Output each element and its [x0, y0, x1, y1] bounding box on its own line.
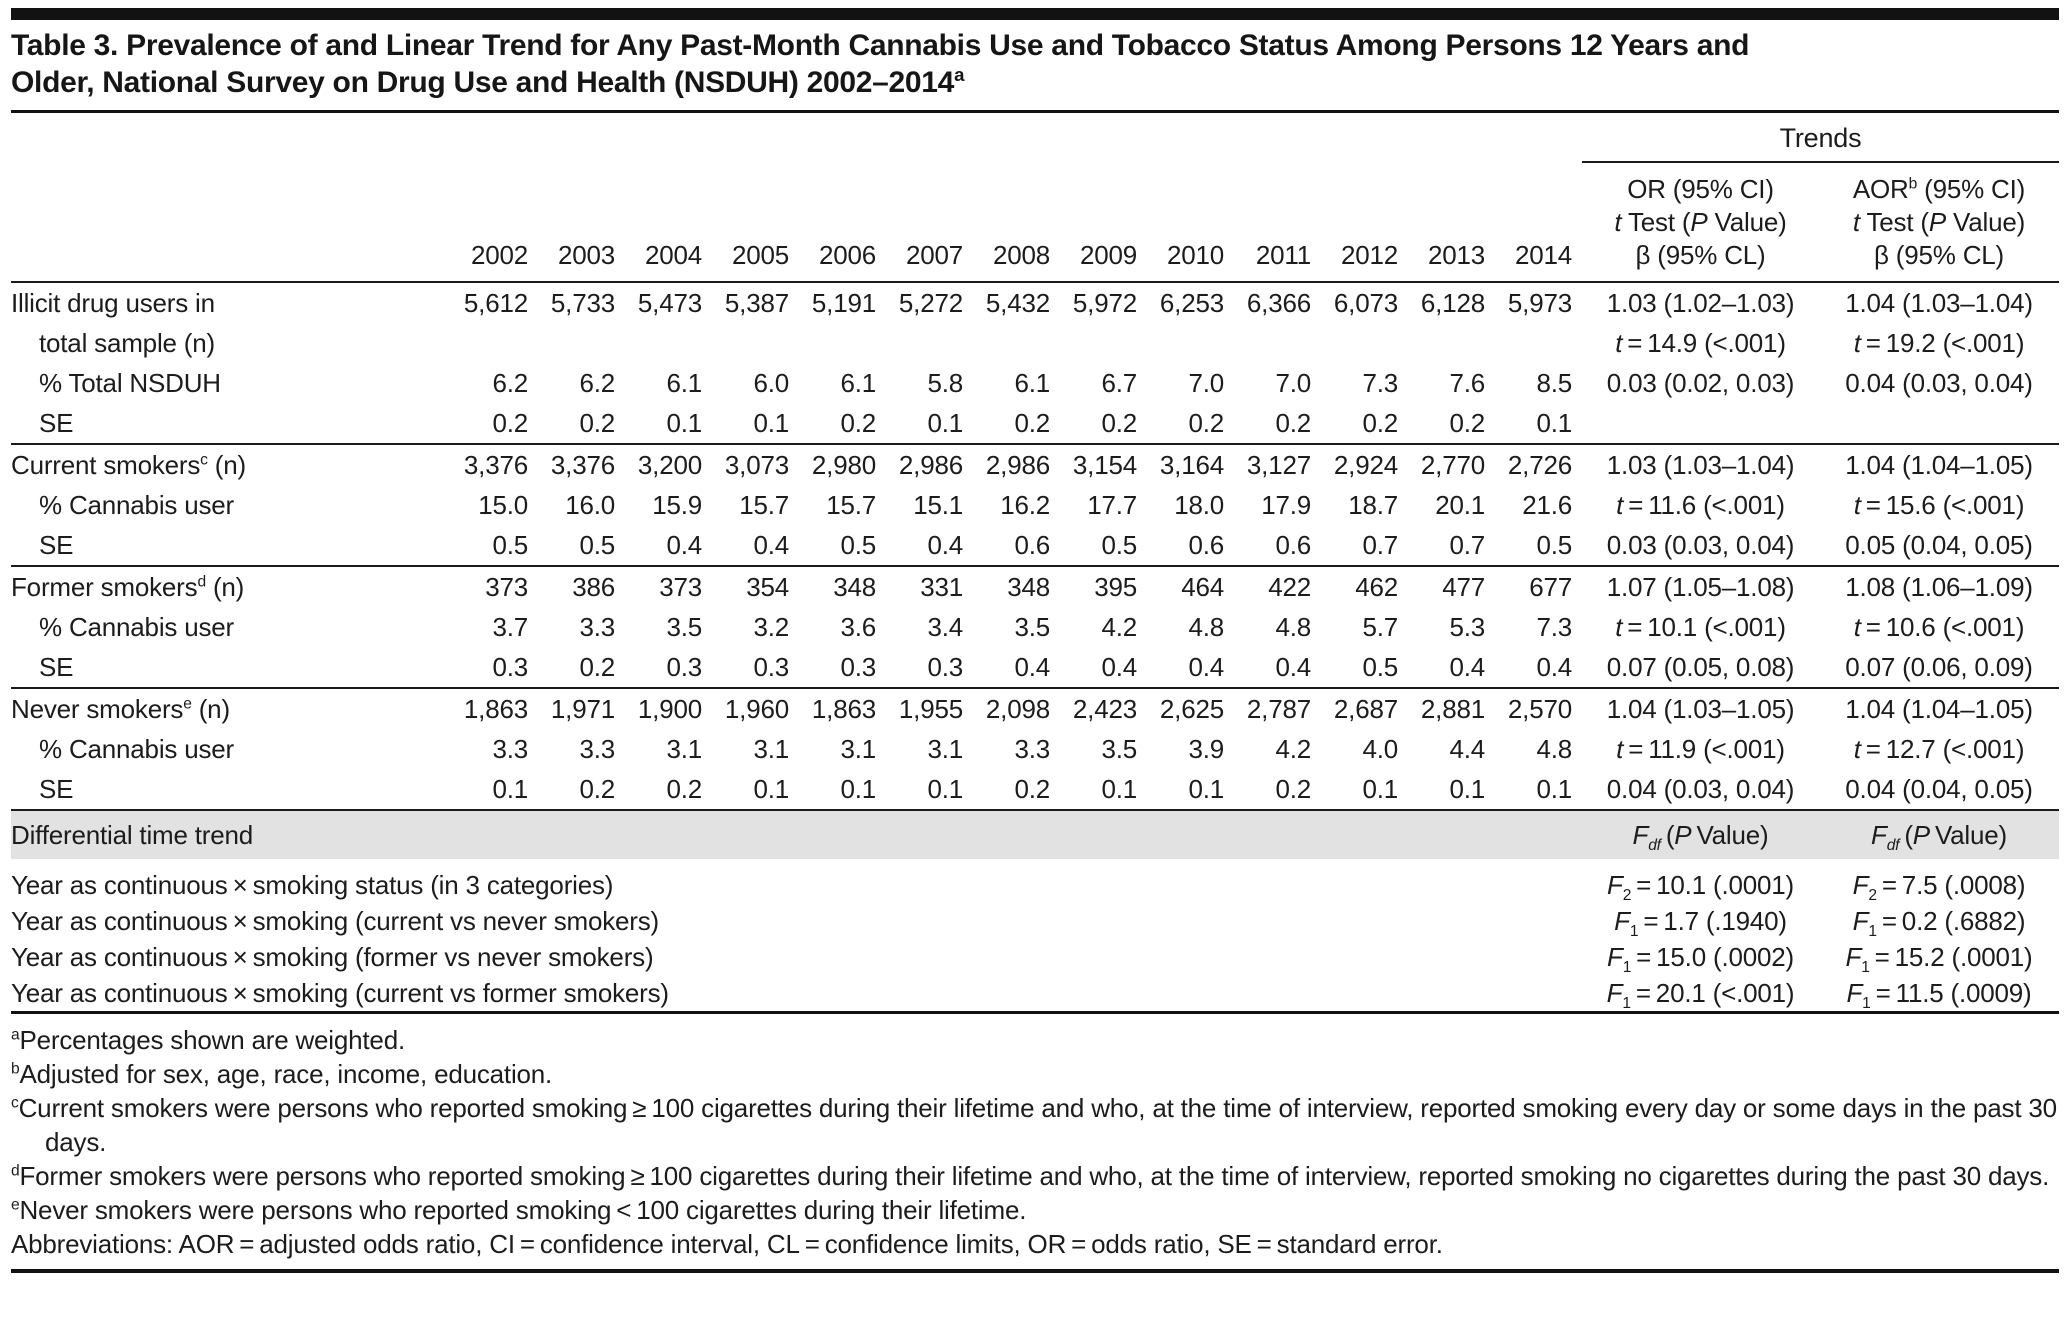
or-trend-value [1582, 403, 1819, 444]
or-trend-value: t = 10.1 (<.001) [1615, 612, 1786, 642]
year-value: 6,253 [1147, 282, 1234, 323]
year-value: 3.4 [927, 612, 963, 642]
year-value: 6.1 [840, 368, 876, 398]
year-value [1495, 323, 1582, 363]
year-value: 7.3 [1536, 612, 1572, 642]
or-f-header: $F_{df}$ (P Value) [1582, 810, 1819, 859]
year-value: 4.8 [1536, 734, 1572, 764]
or-f-value: $F_1 = 1.7$ (.1940) [1614, 906, 1787, 941]
year-column-header: 2014 [1495, 162, 1582, 282]
year-value: 15.7 [826, 490, 876, 520]
year-column-header: 2007 [886, 162, 973, 282]
year-value: 0.2 [1014, 408, 1050, 438]
year-value: 1,900 [625, 688, 712, 729]
data-table [11, 110, 2059, 1014]
year-value: 15.7 [739, 490, 789, 520]
row-label: % Cannabis user [39, 734, 234, 764]
year-value: 5.7 [1362, 612, 1398, 642]
or-trend-value: 0.04 (0.03, 0.04) [1606, 774, 1795, 804]
year-value: 0.2 [1014, 774, 1050, 804]
year-value: 18.7 [1348, 490, 1398, 520]
year-value [973, 323, 1060, 363]
year-value: 17.7 [1087, 490, 1137, 520]
aor-header-line: β (95% CL) [1874, 240, 2004, 270]
year-value [712, 323, 799, 363]
footnote-marker: c [11, 1094, 19, 1112]
year-value: 3.1 [753, 734, 789, 764]
year-value: 2,423 [1060, 688, 1147, 729]
or-header-line: β (95% CL) [1635, 240, 1766, 270]
table-row [11, 729, 2059, 769]
year-value: 0.1 [1536, 408, 1572, 438]
year-value [1147, 323, 1234, 363]
row-label: total sample (n) [39, 328, 215, 358]
year-value: 0.4 [753, 530, 789, 560]
year-value: 0.7 [1362, 530, 1398, 560]
year-value: 2,098 [973, 688, 1060, 729]
year-value: 3,200 [625, 444, 712, 485]
year-value: 2,625 [1147, 688, 1234, 729]
year-value: 3.5 [1101, 734, 1137, 764]
year-value: 3,127 [1234, 444, 1321, 485]
aor-header-line: t Test (P Value) [1852, 207, 2026, 237]
year-value: 16.2 [1000, 490, 1050, 520]
row-label: SE [39, 530, 74, 560]
year-value: 0.1 [666, 408, 702, 438]
aor-trend-value: 1.08 (1.06–1.09) [1819, 566, 2059, 607]
row-label: % Cannabis user [39, 612, 234, 642]
year-value: 0.4 [1101, 652, 1137, 682]
year-value: 0.1 [840, 774, 876, 804]
table-row [11, 485, 2059, 525]
year-value: 0.4 [1188, 652, 1224, 682]
trends-group-header [1582, 112, 2059, 163]
footnote-text: Abbreviations: AOR = adjusted odds ratio, CI = confidence interval, CL = confidence limits, OR = odds ratio, SE = standard error. [11, 1229, 1443, 1259]
year-value: 6.0 [753, 368, 789, 398]
table-row [11, 282, 2059, 323]
year-value [1234, 323, 1321, 363]
table-row [11, 323, 2059, 363]
year-value: 5,612 [451, 282, 538, 323]
footnote-marker: a [11, 1026, 20, 1044]
row-label: % Total NSDUH [39, 368, 221, 398]
footnote [11, 1227, 2059, 1261]
year-value: 3.3 [492, 734, 528, 764]
year-value: 0.1 [1188, 774, 1224, 804]
or-f-value: $F_1 = 20.1$ (<.001) [1606, 978, 1795, 1013]
table-row [11, 444, 2059, 485]
year-value: 0.5 [1101, 530, 1137, 560]
year-value: 0.5 [1536, 530, 1572, 560]
year-value: 5,972 [1060, 282, 1147, 323]
year-value: 3.1 [666, 734, 702, 764]
aor-trend-value: t = 19.2 (<.001) [1853, 328, 2025, 358]
year-value: 5.3 [1449, 612, 1485, 642]
year-value: 0.2 [1275, 774, 1311, 804]
footnote [11, 1057, 2059, 1091]
year-value: 0.1 [927, 408, 963, 438]
year-value: 16.0 [565, 490, 615, 520]
aor-trend-value: t = 12.7 (<.001) [1853, 734, 2025, 764]
year-value: 0.2 [492, 408, 528, 438]
year-value: 0.3 [927, 652, 963, 682]
year-value: 3.2 [753, 612, 789, 642]
or-f-value: $F_1 = 15.0$ (.0002) [1607, 942, 1794, 977]
year-value: 2,687 [1321, 688, 1408, 729]
year-value: 1,863 [799, 688, 886, 729]
year-value: 3.1 [927, 734, 963, 764]
year-value: 6.1 [666, 368, 702, 398]
year-value: 0.3 [753, 652, 789, 682]
aor-trend-value: t = 10.6 (<.001) [1853, 612, 2025, 642]
table-row [11, 607, 2059, 647]
year-value: 3.5 [1014, 612, 1050, 642]
year-column-header: 2013 [1408, 162, 1495, 282]
year-value: 0.2 [579, 408, 615, 438]
or-trend-value: 0.03 (0.02, 0.03) [1606, 368, 1795, 398]
year-value: 4.4 [1449, 734, 1485, 764]
aor-trend-value: 0.04 (0.03, 0.04) [1845, 368, 2033, 398]
year-column-header: 2005 [712, 162, 799, 282]
year-value: 373 [451, 566, 538, 607]
year-value: 0.3 [840, 652, 876, 682]
year-value: 0.6 [1275, 530, 1311, 560]
year-value [1060, 323, 1147, 363]
year-column-header: 2003 [538, 162, 625, 282]
year-value: 0.3 [666, 652, 702, 682]
year-value: 348 [799, 566, 886, 607]
year-value: 3,073 [712, 444, 799, 485]
year-value: 6.1 [1014, 368, 1050, 398]
or-trend-value: 1.07 (1.05–1.08) [1582, 566, 1819, 607]
year-header-row [11, 162, 2059, 282]
year-value: 2,726 [1495, 444, 1582, 485]
footnote [11, 1091, 2059, 1159]
year-value: 348 [973, 566, 1060, 607]
year-value [538, 323, 625, 363]
year-value: 1,960 [712, 688, 799, 729]
footnote-text: Percentages shown are weighted. [19, 1025, 405, 1055]
or-column-header [1582, 162, 1819, 282]
aor-f-header: $F_{df}$ (P Value) [1819, 810, 2059, 859]
year-value [1408, 323, 1495, 363]
year-value: 5,191 [799, 282, 886, 323]
year-value: 21.6 [1522, 490, 1572, 520]
year-value: 15.1 [913, 490, 963, 520]
year-value: 0.1 [1362, 774, 1398, 804]
year-value: 2,881 [1408, 688, 1495, 729]
or-trend-value: 1.04 (1.03–1.05) [1582, 688, 1819, 729]
year-column-header: 2008 [973, 162, 1060, 282]
differential-label: Year as continuous × smoking (current vs never smokers) [11, 906, 660, 936]
year-value: 0.1 [753, 408, 789, 438]
footnotes [11, 1014, 2059, 1261]
year-value: 0.1 [1101, 774, 1137, 804]
year-value: 5,272 [886, 282, 973, 323]
year-value: 373 [625, 566, 712, 607]
year-column-header: 2004 [625, 162, 712, 282]
or-trend-value: 1.03 (1.02–1.03) [1582, 282, 1819, 323]
year-value: 0.4 [666, 530, 702, 560]
year-value: 1,955 [886, 688, 973, 729]
or-trend-value: 1.03 (1.03–1.04) [1582, 444, 1819, 485]
year-value: 0.4 [927, 530, 963, 560]
year-value: 7.0 [1188, 368, 1224, 398]
year-value: 3.5 [666, 612, 702, 642]
aor-f-value: $F_1 = 0.2$ (.6882) [1852, 906, 2026, 941]
year-value: 7.6 [1449, 368, 1485, 398]
year-value: 0.4 [1014, 652, 1050, 682]
year-value: 2,570 [1495, 688, 1582, 729]
table-row [11, 566, 2059, 607]
year-value: 5,432 [973, 282, 1060, 323]
year-value [625, 323, 712, 363]
year-value: 0.2 [1101, 408, 1137, 438]
aor-trend-value: 1.04 (1.04–1.05) [1819, 444, 2059, 485]
year-value [799, 323, 886, 363]
table-bottom-rule [11, 1269, 2059, 1273]
differential-row [11, 975, 2059, 1013]
year-value: 0.5 [1362, 652, 1398, 682]
year-value: 477 [1408, 566, 1495, 607]
year-value: 15.9 [652, 490, 702, 520]
year-value: 4.2 [1275, 734, 1311, 764]
differential-row [11, 939, 2059, 975]
year-value: 15.0 [478, 490, 528, 520]
year-value: 0.5 [492, 530, 528, 560]
year-value: 464 [1147, 566, 1234, 607]
year-value: 2,770 [1408, 444, 1495, 485]
year-value: 5,473 [625, 282, 712, 323]
row-label: % Cannabis user [39, 490, 234, 520]
year-value: 3,154 [1060, 444, 1147, 485]
year-value: 1,863 [451, 688, 538, 729]
aor-f-value: $F_2 = 7.5$ (.0008) [1852, 870, 2026, 905]
table-header [11, 112, 2059, 283]
year-value: 677 [1495, 566, 1582, 607]
year-value: 7.3 [1362, 368, 1398, 398]
year-value: 3.6 [840, 612, 876, 642]
row-label: Illicit drug users in [11, 282, 451, 323]
table-row [11, 403, 2059, 444]
footnote-text: Never smokers were persons who reported smoking < 100 cigarettes during their lifetime. [19, 1195, 1027, 1225]
or-trend-value: t = 14.9 (<.001) [1615, 328, 1786, 358]
year-value: 2,980 [799, 444, 886, 485]
table-row [11, 525, 2059, 566]
or-header-line: t Test (P Value) [1614, 207, 1787, 237]
header-spacer [11, 112, 1582, 163]
or-trend-value: t = 11.9 (<.001) [1616, 734, 1785, 764]
differential-label: Year as continuous × smoking (former vs never smokers) [11, 942, 654, 972]
year-value: 3.9 [1188, 734, 1224, 764]
table-row [11, 769, 2059, 810]
year-value: 462 [1321, 566, 1408, 607]
row-label-column-header [11, 162, 451, 282]
year-value: 20.1 [1435, 490, 1485, 520]
differential-row [11, 859, 2059, 903]
aor-header-line: AOR$^b$ (95% CI) [1852, 174, 2026, 204]
year-value: 422 [1234, 566, 1321, 607]
year-value: 2,787 [1234, 688, 1321, 729]
year-value: 6,073 [1321, 282, 1408, 323]
year-value: 2,986 [973, 444, 1060, 485]
year-value: 331 [886, 566, 973, 607]
differential-label: Year as continuous × smoking status (in 3 categories) [11, 870, 614, 900]
year-value: 5,387 [712, 282, 799, 323]
row-label: SE [39, 774, 74, 804]
year-value: 0.2 [840, 408, 876, 438]
year-value: 6,128 [1408, 282, 1495, 323]
footnote-marker: b [11, 1060, 20, 1078]
row-label: Former smokers$^d$ (n) [11, 566, 451, 607]
year-value: 0.6 [1188, 530, 1224, 560]
year-value: 0.2 [579, 652, 615, 682]
table-title [11, 27, 2059, 101]
or-trend-value: 0.07 (0.05, 0.08) [1606, 652, 1795, 682]
year-value: 8.5 [1536, 368, 1572, 398]
year-value: 3.3 [579, 612, 615, 642]
aor-trend-value: 0.04 (0.04, 0.05) [1845, 774, 2033, 804]
differential-label: Year as continuous × smoking (current vs former smokers) [11, 978, 669, 1008]
table-title-line1: Table 3. Prevalence of and Linear Trend for Any Past-Month Cannabis Use and Tobacco Status Among Persons 12 Years and [11, 29, 1750, 62]
year-value: 0.1 [753, 774, 789, 804]
year-value: 4.8 [1188, 612, 1224, 642]
row-label: SE [39, 408, 74, 438]
footnote-marker: e [11, 1196, 20, 1214]
aor-f-value: $F_1 = 15.2$ (.0001) [1845, 942, 2033, 977]
or-trend-value: 0.03 (0.03, 0.04) [1606, 530, 1795, 560]
year-value: 3,376 [451, 444, 538, 485]
year-value: 6,366 [1234, 282, 1321, 323]
year-value: 3.3 [1014, 734, 1050, 764]
footnote [11, 1193, 2059, 1227]
year-value: 3.7 [492, 612, 528, 642]
year-value: 5.8 [927, 368, 963, 398]
table-row [11, 688, 2059, 729]
year-value: 0.1 [492, 774, 528, 804]
or-header-line: OR (95% CI) [1627, 174, 1774, 204]
row-label: SE [39, 652, 74, 682]
trends-label: Trends [1779, 123, 1862, 153]
year-value: 6.2 [579, 368, 615, 398]
year-value: 0.6 [1014, 530, 1050, 560]
year-column-header: 2009 [1060, 162, 1147, 282]
year-value: 6.7 [1101, 368, 1137, 398]
footnote-text: Adjusted for sex, age, race, income, education. [19, 1059, 553, 1089]
footnote [11, 1023, 2059, 1057]
row-label: Never smokers$^e$ (n) [11, 688, 451, 729]
table-title-line2: Older, National Survey on Drug Use and Health (NSDUH) 2002–2014$^a$ [11, 64, 965, 99]
year-value: 3.3 [579, 734, 615, 764]
year-column-header: 2006 [799, 162, 886, 282]
year-value: 17.9 [1261, 490, 1311, 520]
year-value: 3,376 [538, 444, 625, 485]
year-value: 0.4 [1449, 652, 1485, 682]
footnote [11, 1159, 2059, 1193]
differential-header: Differential time trend [11, 810, 1582, 859]
year-value: 2,924 [1321, 444, 1408, 485]
year-value: 4.0 [1362, 734, 1398, 764]
year-value [1321, 323, 1408, 363]
year-value: 0.2 [579, 774, 615, 804]
row-label: Current smokers$^c$ (n) [11, 444, 451, 485]
year-value: 1,971 [538, 688, 625, 729]
year-value: 0.2 [1275, 408, 1311, 438]
year-value: 0.1 [1449, 774, 1485, 804]
or-trend-value: t = 11.6 (<.001) [1616, 490, 1785, 520]
year-value [451, 323, 538, 363]
year-value: 354 [712, 566, 799, 607]
year-value: 0.5 [840, 530, 876, 560]
year-value: 0.3 [492, 652, 528, 682]
year-value: 0.7 [1449, 530, 1485, 560]
year-value: 3.1 [840, 734, 876, 764]
year-value: 4.8 [1275, 612, 1311, 642]
year-value: 5,973 [1495, 282, 1582, 323]
year-value: 0.5 [579, 530, 615, 560]
year-value: 4.2 [1101, 612, 1137, 642]
year-value: 0.4 [1275, 652, 1311, 682]
table-body [11, 282, 2059, 1013]
year-value: 3,164 [1147, 444, 1234, 485]
aor-trend-value: 1.04 (1.03–1.04) [1819, 282, 2059, 323]
table-row [11, 363, 2059, 403]
differential-band-row [11, 810, 2059, 859]
table-top-rule [11, 8, 2059, 20]
aor-trend-value: 0.05 (0.04, 0.05) [1845, 530, 2033, 560]
year-value: 0.2 [1362, 408, 1398, 438]
year-value: 0.1 [1536, 774, 1572, 804]
trends-row [11, 112, 2059, 163]
year-value: 0.1 [927, 774, 963, 804]
year-value: 7.0 [1275, 368, 1311, 398]
year-value: 386 [538, 566, 625, 607]
aor-trend-value [1819, 403, 2059, 444]
aor-trend-value: 0.07 (0.06, 0.09) [1845, 652, 2033, 682]
year-value: 0.2 [1449, 408, 1485, 438]
year-column-header: 2012 [1321, 162, 1408, 282]
footnote-text: Current smokers were persons who reported smoking ≥ 100 cigarettes during their lifetime and who, at the time of interview, reported smoking every day or some days in the past 30 days. [18, 1093, 2057, 1157]
year-value [886, 323, 973, 363]
year-column-header: 2010 [1147, 162, 1234, 282]
footnote-marker: d [11, 1162, 20, 1180]
differential-row [11, 903, 2059, 939]
year-column-header: 2002 [451, 162, 538, 282]
or-f-value: $F_2 = 10.1$ (.0001) [1607, 870, 1794, 905]
year-value: 0.2 [1188, 408, 1224, 438]
year-value: 2,986 [886, 444, 973, 485]
year-value: 395 [1060, 566, 1147, 607]
aor-f-value: $F_1 = 11.5$ (.0009) [1846, 978, 2032, 1013]
year-value: 0.2 [666, 774, 702, 804]
year-column-header: 2011 [1234, 162, 1321, 282]
year-value: 5,733 [538, 282, 625, 323]
table-row [11, 647, 2059, 688]
year-value: 18.0 [1174, 490, 1224, 520]
footnote-text: Former smokers were persons who reported smoking ≥ 100 cigarettes during their lifetime and who, at the time of interview, reported smoking no cigarettes during the past 30 days. [19, 1161, 2050, 1191]
year-value: 0.4 [1536, 652, 1572, 682]
aor-column-header [1819, 162, 2059, 282]
aor-trend-value: 1.04 (1.04–1.05) [1819, 688, 2059, 729]
aor-trend-value: t = 15.6 (<.001) [1853, 490, 2025, 520]
year-value: 6.2 [492, 368, 528, 398]
